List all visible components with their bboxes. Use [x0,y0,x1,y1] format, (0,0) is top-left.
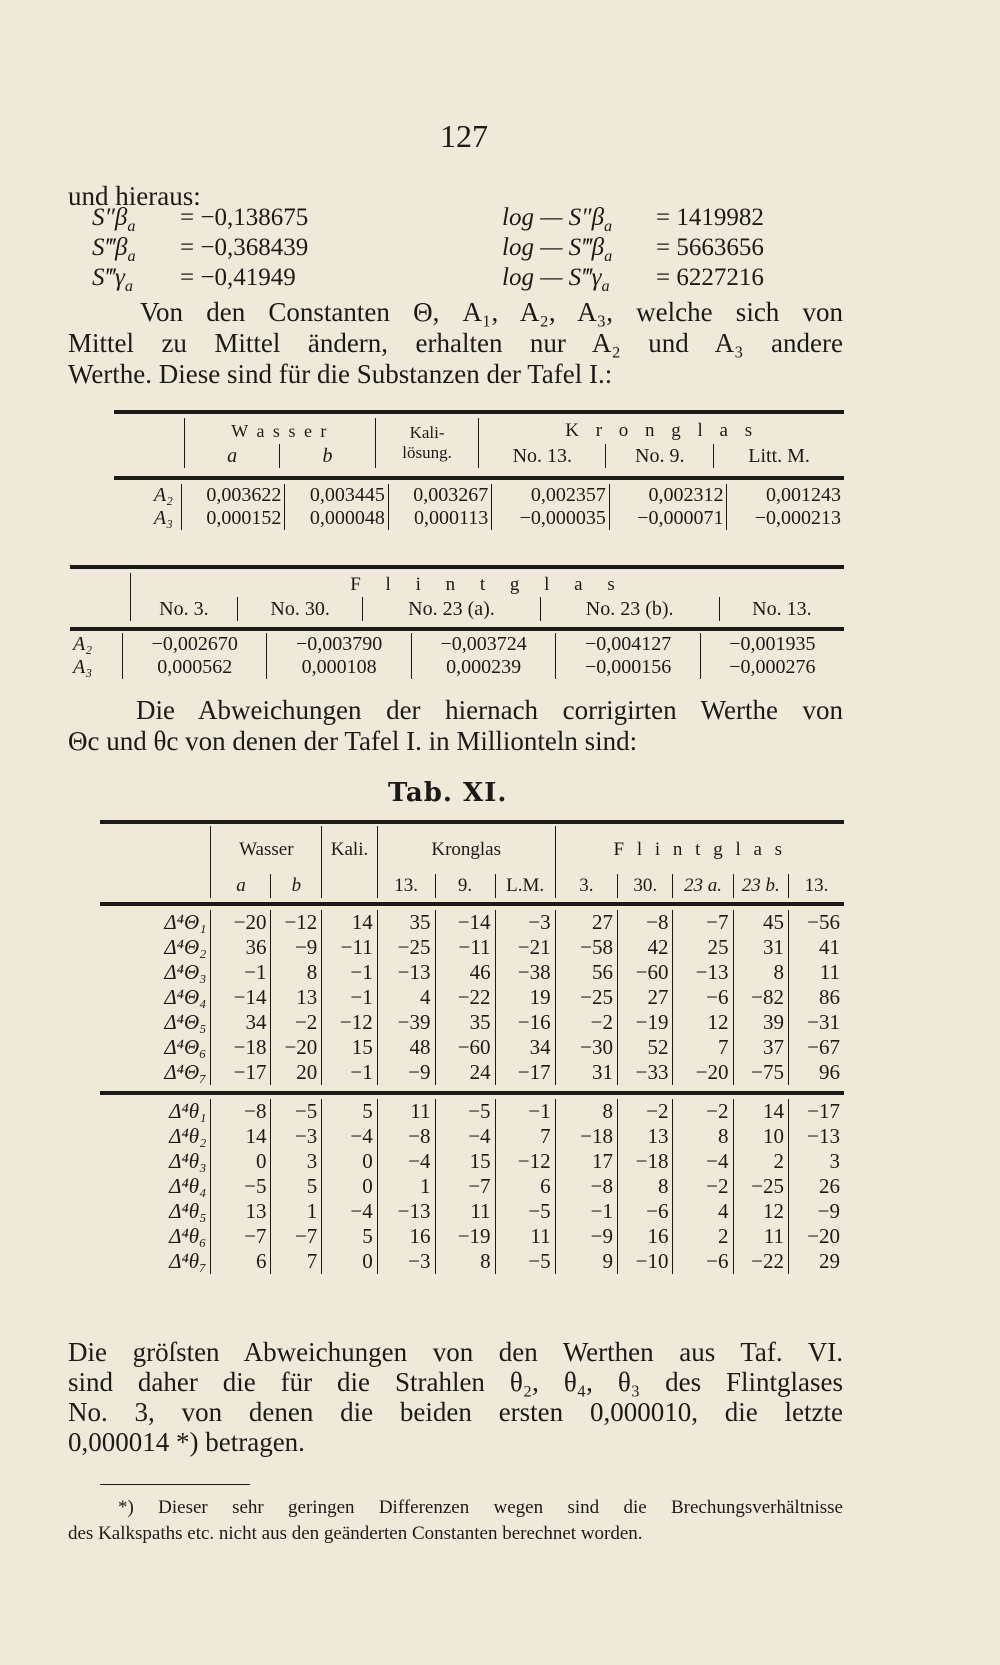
cell-value: 4 [377,985,435,1010]
cell-value: −5 [495,1249,555,1274]
cell-value: −1 [322,985,377,1010]
cell-value: −30 [555,1035,617,1060]
cell-value: −0,000213 [727,507,844,530]
log-lhs: log — $S‴\beta_a$ [502,234,613,265]
table-row [100,985,844,1010]
cell-value: 1 [377,1174,435,1199]
cell-value: 5 [271,1174,322,1199]
cell-value: 13 [271,985,322,1010]
cell-value: 0 [322,1149,377,1174]
cell-value: 0 [322,1174,377,1199]
row-label: Δ⁴Θ₁ [164,910,207,934]
subheader-row [100,874,844,898]
cell-value: −6 [673,1249,733,1274]
cell-value: −12 [495,1149,555,1174]
cell-value: 1 [271,1199,322,1224]
cell-value: 48 [377,1035,435,1060]
paragraph-line: Die gröſsten Abweichungen von den Werthen aus Taf. VI. [68,1337,843,1367]
cell-value: −0,003790 [267,633,411,656]
row-label: A₃ [153,507,173,529]
table-row [100,1249,844,1274]
cell-value: −39 [377,1010,435,1035]
cell-value: −20 [788,1224,844,1249]
cell-value: 56 [555,960,617,985]
cell-value: −56 [788,910,844,935]
cell-value: −17 [495,1060,555,1085]
table-title: Tab. XI. [388,778,508,808]
cell-value: −67 [788,1035,844,1060]
header-spacer [100,874,211,898]
cell-value: −6 [618,1199,673,1224]
cell-value: 0,000048 [285,507,388,530]
cell-value: −5 [495,1199,555,1224]
table-flintglas [70,565,844,679]
group-flintglas: F l i n t g l a s [131,573,845,597]
col-wasser-a: a [185,444,280,468]
cell-value: −0,000035 [492,507,610,530]
cell-value: 86 [788,985,844,1010]
cell-value: −16 [495,1010,555,1035]
cell-value: 24 [435,1060,495,1085]
cell-value: 34 [495,1035,555,1060]
footnote-line: des Kalkspaths etc. nicht aus den geänderten Constanten berechnet worden. [68,1523,643,1544]
cell-value: −7 [435,1174,495,1199]
column-header: No. 23 (a). [363,597,540,621]
row-label: Δ⁴Θ₅ [164,1010,207,1034]
cell-value: −9 [271,935,322,960]
cell-value: −5 [211,1174,271,1199]
equation-lhs: $S‴\gamma_a$ [92,264,133,295]
col-kron-m: Litt. M. [714,444,844,468]
cell-value: 0,001243 [727,484,844,507]
cell-value: 41 [788,935,844,960]
cell-value: −33 [618,1060,673,1085]
cell-value: 7 [495,1124,555,1149]
page-number: 127 [440,118,488,154]
cell-value: 42 [618,935,673,960]
cell-value: −31 [788,1010,844,1035]
cell-value: 37 [733,1035,788,1060]
col-kron-9: No. 9. [606,444,714,468]
cell-value: −60 [435,1035,495,1060]
cell-value: 14 [211,1124,271,1149]
cell-value: 0,003445 [285,484,388,507]
column-header: 9. [435,874,495,898]
cell-value: −11 [322,935,377,960]
cell-value: −3 [271,1124,322,1149]
cell-value: −60 [618,960,673,985]
cell-value: −1 [322,1060,377,1085]
cell-value: −4 [673,1149,733,1174]
cell-value: 46 [435,960,495,985]
cell-value: −0,003724 [411,633,555,656]
paragraph-line: Werthe. Diese sind für die Substanzen der Tafel I.: [68,359,613,389]
cell-value: 11 [495,1224,555,1249]
column-header [322,874,377,898]
col-wasser-b: b [280,444,375,468]
table-row [114,507,844,530]
row-label: Δ⁴θ₅ [169,1199,207,1223]
log-value: = 5663656 [656,234,764,261]
cell-value: −20 [673,1060,733,1085]
column-header: No. 3. [131,597,238,621]
column-header: No. 13. [719,597,844,621]
row-label: Δ⁴Θ₆ [164,1035,207,1059]
cell-value: 6 [211,1249,271,1274]
cell-value: 29 [788,1249,844,1274]
cell-value: −0,001935 [700,633,844,656]
cell-value: −4 [322,1199,377,1224]
column-header: b [271,874,322,898]
cell-value: −9 [555,1224,617,1249]
cell-value: 5 [322,1224,377,1249]
cell-value: 0,000152 [182,507,285,530]
cell-value: −5 [271,1099,322,1124]
cell-value: 13 [618,1124,673,1149]
cell-value: −10 [618,1249,673,1274]
cell-value: 25 [673,935,733,960]
cell-value: 15 [435,1149,495,1174]
cell-value: 10 [733,1124,788,1149]
column-header: No. 30. [237,597,363,621]
table-row [100,1035,844,1060]
group-wasser: Wasser [211,826,322,874]
cell-value: 7 [673,1035,733,1060]
cell-value: 11 [733,1224,788,1249]
row-label: Δ⁴Θ₇ [164,1060,207,1084]
cell-value: −58 [555,935,617,960]
cell-value: −75 [733,1060,788,1085]
log-lhs: log — $S‴\gamma_a$ [502,264,610,295]
cell-value: 0,002312 [609,484,727,507]
paragraph-line: Θc und θc von denen der Tafel I. in Millionteln sind: [68,726,638,756]
cell-value: 5 [322,1099,377,1124]
cell-value: 35 [435,1010,495,1035]
table-row [100,1174,844,1199]
cell-value: −82 [733,985,788,1010]
table-row [100,1124,844,1149]
cell-value: −3 [495,910,555,935]
cell-value: 11 [788,960,844,985]
row-label: Δ⁴θ₂ [169,1124,207,1148]
cell-value: 0,003622 [182,484,285,507]
log-value: = 1419982 [656,204,764,231]
cell-value: −0,000156 [556,656,700,679]
cell-value: 27 [555,910,617,935]
cell-value: 14 [322,910,377,935]
cell-value: −7 [673,910,733,935]
table-row [70,656,844,679]
cell-value: −4 [377,1149,435,1174]
cell-value: −5 [435,1099,495,1124]
cell-value: −6 [673,985,733,1010]
cell-value: 31 [555,1060,617,1085]
row-label: Δ⁴θ₁ [169,1099,207,1123]
cell-value: −0,000071 [609,507,727,530]
cell-value: 2 [733,1149,788,1174]
cell-value: −14 [435,910,495,935]
table-row [114,484,844,507]
intro-text: und hieraus: [68,181,201,211]
cell-value: 31 [733,935,788,960]
log-lhs: log — $S''\beta_a$ [502,204,613,235]
column-header: No. 23 (b). [540,597,719,621]
cell-value: 3 [271,1149,322,1174]
table-row [100,1199,844,1224]
row-label: Δ⁴θ₇ [169,1249,207,1273]
cell-value: −18 [555,1124,617,1149]
cell-value: −38 [495,960,555,985]
cell-value: 19 [495,985,555,1010]
group-wasser: W a s s e r [185,418,376,444]
paragraph-line: sind daher die für die Strahlen θ₂, θ₄, θ₃ des Flintglases [68,1367,843,1397]
cell-value: −12 [322,1010,377,1035]
table-row [100,1099,844,1124]
column-header: 13. [377,874,435,898]
group-kali: Kali. [322,826,377,874]
cell-value: 8 [555,1099,617,1124]
header-row [100,826,844,874]
cell-value: 8 [673,1124,733,1149]
cell-value: −0,000276 [700,656,844,679]
table-row [100,1224,844,1249]
table-wasser-kronglas [114,410,844,530]
cell-value: −9 [788,1199,844,1224]
cell-value: −20 [271,1035,322,1060]
cell-value: −3 [377,1249,435,1274]
cell-value: −20 [211,910,271,935]
cell-value: −13 [377,1199,435,1224]
column-header: L.M. [495,874,555,898]
row-label: Δ⁴θ₆ [169,1224,207,1248]
cell-value: 0,000113 [388,507,491,530]
cell-value: −4 [322,1124,377,1149]
cell-value: −18 [211,1035,271,1060]
row-label: Δ⁴Θ₃ [164,960,207,984]
cell-value: −22 [733,1249,788,1274]
cell-value: 12 [673,1010,733,1035]
cell-value: 8 [435,1249,495,1274]
footnote-line: *) Dieser sehr geringen Differenzen wegen sind die Brechungsverhältnisse [118,1497,843,1518]
cell-value: 7 [271,1249,322,1274]
cell-value: 35 [377,910,435,935]
cell-value: −9 [377,1060,435,1085]
log-value: = 6227216 [656,264,764,291]
column-header: 23 a. [673,874,733,898]
cell-value: 16 [618,1224,673,1249]
cell-value: 0,000108 [267,656,411,679]
cell-value: −13 [788,1124,844,1149]
cell-value: −8 [618,910,673,935]
footnote-rule [100,1484,250,1485]
cell-value: 16 [377,1224,435,1249]
row-label: Δ⁴θ₃ [169,1149,207,1173]
table-row [100,910,844,935]
table-row [100,1060,844,1085]
table-row [70,633,844,656]
cell-value: 13 [211,1199,271,1224]
group-kronglas: K r o n g l a s [479,418,844,444]
table-row [100,1149,844,1174]
cell-value: 14 [733,1099,788,1124]
equation-value: = −0,368439 [180,234,309,261]
cell-value: −17 [788,1099,844,1124]
column-header: a [211,874,271,898]
row-label: A₃ [73,656,93,678]
cell-value: −11 [435,935,495,960]
row-label: Δ⁴θ₄ [169,1174,207,1198]
cell-value: 0,002357 [492,484,610,507]
cell-value: 3 [788,1149,844,1174]
cell-value: −25 [733,1174,788,1199]
table-xi [100,820,844,1274]
cell-value: −19 [435,1224,495,1249]
cell-value: 17 [555,1149,617,1174]
table-row [100,960,844,985]
cell-value: 34 [211,1010,271,1035]
group-kronglas: Kronglas [377,826,555,874]
cell-value: −4 [435,1124,495,1149]
cell-value: −1 [495,1099,555,1124]
cell-value: −0,002670 [123,633,267,656]
cell-value: 2 [673,1224,733,1249]
cell-value: 6 [495,1174,555,1199]
cell-value: −14 [211,985,271,1010]
cell-value: 0 [211,1149,271,1174]
cell-value: −25 [377,935,435,960]
cell-value: 36 [211,935,271,960]
paragraph-line: No. 3, von denen die beiden ersten 0,000010, die letzte [68,1397,843,1427]
cell-value: −13 [673,960,733,985]
cell-value: 0,000239 [411,656,555,679]
cell-value: −0,004127 [556,633,700,656]
equation-value: = −0,41949 [180,264,296,291]
col-kron-13: No. 13. [479,444,606,468]
row-label: Δ⁴Θ₄ [164,985,207,1009]
cell-value: −13 [377,960,435,985]
paragraph-line: 0,000014 *) betragen. [68,1427,305,1457]
row-label: Δ⁴Θ₂ [164,935,207,959]
paragraph-line: Die Abweichungen der hiernach corrigirten Werthe von [136,695,843,725]
cell-value: −17 [211,1060,271,1085]
cell-value: −2 [271,1010,322,1035]
cell-value: −19 [618,1010,673,1035]
cell-value: −7 [211,1224,271,1249]
column-header: 3. [555,874,617,898]
group-kali: Kali- lösung. [375,418,479,468]
cell-value: −8 [555,1174,617,1199]
equation-lhs: $S''\beta_a$ [92,204,136,235]
cell-value: 9 [555,1249,617,1274]
row-label: A₂ [153,484,173,506]
cell-value: −22 [435,985,495,1010]
cell-value: −1 [555,1199,617,1224]
cell-value: 0,000562 [123,656,267,679]
cell-value: −8 [211,1099,271,1124]
row-label: A₂ [73,633,93,655]
column-header: 23 b. [733,874,788,898]
cell-value: −2 [618,1099,673,1124]
cell-value: −7 [271,1224,322,1249]
cell-value: 45 [733,910,788,935]
header-spacer [70,597,131,621]
table-row [100,1010,844,1035]
paragraph-line: Von den Constanten Θ, A₁, A₂, A₃, welche sich von [140,297,843,327]
column-header: 13. [788,874,844,898]
cell-value: −12 [271,910,322,935]
cell-value: −2 [673,1174,733,1199]
cell-value: −2 [673,1099,733,1124]
cell-value: −1 [322,960,377,985]
cell-value: 52 [618,1035,673,1060]
cell-value: 8 [271,960,322,985]
table-row [100,935,844,960]
equation-lhs: $S‴\beta_a$ [92,234,136,265]
cell-value: 11 [377,1099,435,1124]
cell-value: 27 [618,985,673,1010]
cell-value: 96 [788,1060,844,1085]
cell-value: −8 [377,1124,435,1149]
cell-value: 15 [322,1035,377,1060]
cell-value: 11 [435,1199,495,1224]
cell-value: 20 [271,1060,322,1085]
header-spacer [100,826,211,874]
column-header: 30. [618,874,673,898]
cell-value: −25 [555,985,617,1010]
cell-value: 8 [618,1174,673,1199]
cell-value: −21 [495,935,555,960]
cell-value: 0,003267 [388,484,491,507]
cell-value: 39 [733,1010,788,1035]
paragraph-line: Mittel zu Mittel ändern, erhalten nur A₂ und A₃ andere [68,328,843,358]
cell-value: 0 [322,1249,377,1274]
cell-value: 4 [673,1199,733,1224]
cell-value: −1 [211,960,271,985]
equation-value: = −0,138675 [180,204,309,231]
cell-value: −2 [555,1010,617,1035]
cell-value: 8 [733,960,788,985]
cell-value: −18 [618,1149,673,1174]
cell-value: 12 [733,1199,788,1224]
cell-value: 26 [788,1174,844,1199]
group-flintglas: F l i n t g l a s [555,826,844,874]
